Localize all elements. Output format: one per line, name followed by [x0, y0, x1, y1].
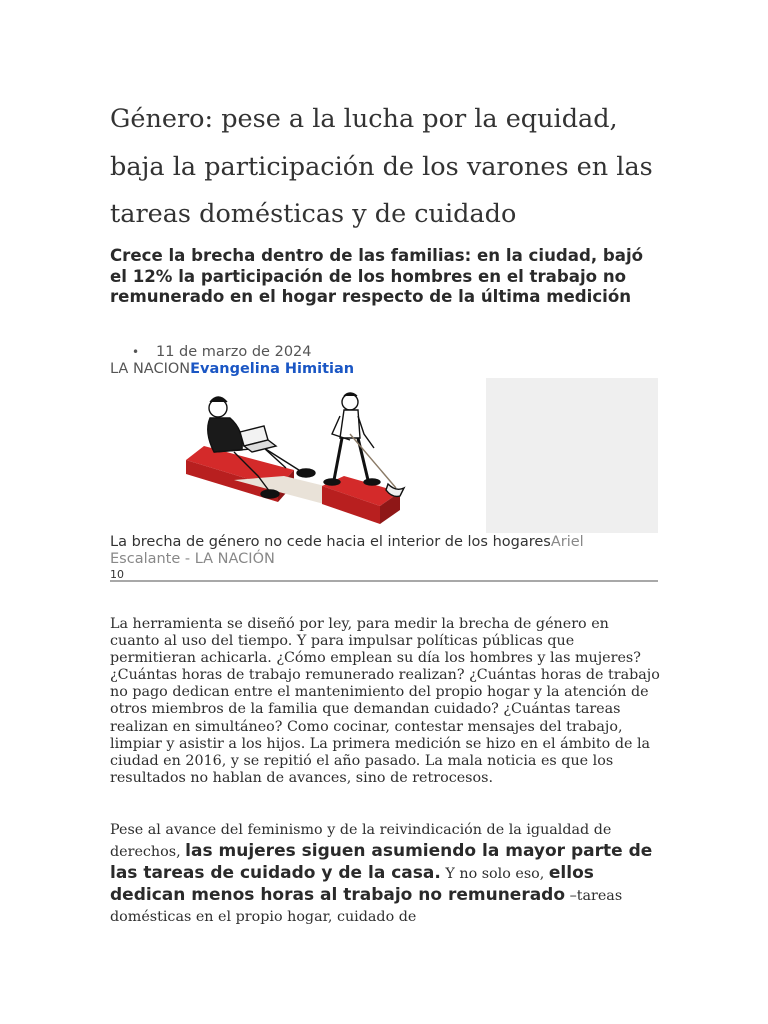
caption-text: La brecha de género no cede hacia el interior de los hogares — [110, 534, 551, 550]
p2-highlight-2: ellos dedican menos horas al trabajo no remunerado — [110, 863, 594, 905]
photo-credit: Ariel Escalante - LA NACIÓN — [110, 534, 584, 567]
article-title: Género: pese a la lucha por la equidad, baja la participación de los varones en las tareas domésticas y de cuidado — [110, 104, 653, 229]
image-caption — [110, 534, 658, 568]
date-list — [110, 342, 312, 362]
divider — [110, 580, 658, 582]
publish-date: 11 de marzo de 2024 — [156, 344, 312, 360]
bullet-icon: • — [132, 345, 140, 359]
p2-highlight-1: las mujeres siguen asumiendo la mayor parte de las tareas de cuidado y de la casa. — [110, 841, 653, 883]
article-subtitle: Crece la brecha dentro de las familias: en la ciudad, bajó el 12% la participación de los hombres en el trabajo no remunerado en el hogar respecto de la última medición — [110, 246, 644, 306]
p2-text-e: –tareas domésticas en el propio hogar, cuidado de — [110, 888, 623, 925]
photo-count: 10 — [110, 568, 124, 581]
p2-text-c: Y no solo eso, — [440, 866, 549, 882]
illustration-svg — [174, 388, 424, 528]
man-with-mop — [324, 393, 404, 496]
date-item — [110, 342, 312, 362]
author-link[interactable]: Evangelina Himitian — [190, 361, 355, 377]
paragraph-1: La herramienta se diseñó por ley, para medir la brecha de género en cuanto al uso del tiempo. Y para impulsar políticas públicas que permitieran achicarla. ¿Cómo emplean su día los hombres y las mujeres? ¿Cuántas horas de trabajo remunerado realizan? ¿Cuántas horas de trabajo no pago dedican entre el mantenimiento del propio hogar y la atención de otros miembros de la familia que demandan cuidado? ¿Cuántas tareas realizan en simultáneo? Como cocinar, contestar mensajes del trabajo, limpiar y asistir a los hijos. La primera medición se hizo en el ámbito de la ciudad en 2016, y se repitió el año pasado. La mala noticia es que los resultados no hablan de avances, sino de retrocesos. — [110, 616, 660, 786]
source-name: LA NACION — [110, 361, 191, 377]
paragraph-2 — [110, 820, 662, 928]
byline — [110, 360, 354, 378]
p2-text-a: Pese al avance del feminismo y de la reivindicación de la igualdad de derechos, — [110, 822, 612, 860]
article-illustration[interactable] — [174, 388, 424, 528]
ad-placeholder — [486, 378, 658, 533]
